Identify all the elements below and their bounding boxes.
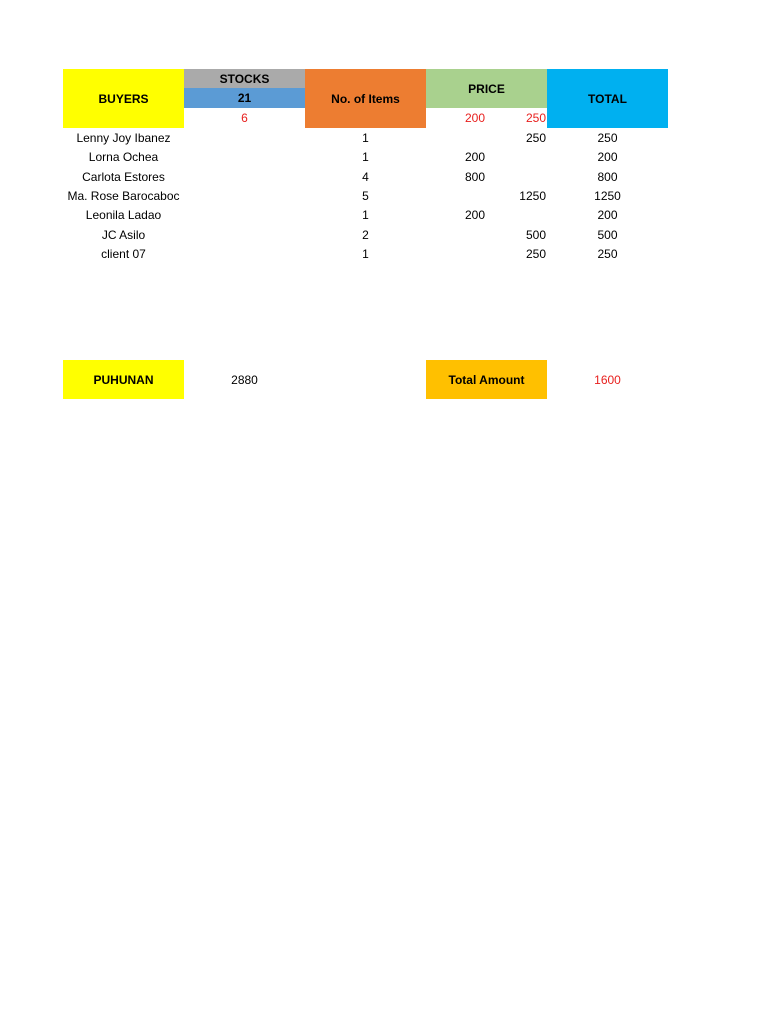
row-items-cell[interactable]: 1 <box>362 150 369 164</box>
row-total-cell[interactable]: 1250 <box>594 188 621 203</box>
row-items-cell[interactable]: 2 <box>362 227 369 242</box>
row-buyer-cell[interactable]: client 07 <box>101 247 146 261</box>
row-price-250-cell[interactable]: 500 <box>525 227 546 242</box>
stocks-header[interactable]: STOCKS <box>184 69 305 88</box>
row-price-200-cell[interactable]: 800 <box>464 169 486 184</box>
row-buyer-cell[interactable]: JC Asilo <box>101 227 146 242</box>
buyers-header[interactable]: BUYERS <box>63 69 184 128</box>
total-amount-value-cell[interactable]: 1600 <box>594 372 621 387</box>
price-option-250-cell[interactable]: 250 <box>525 111 546 125</box>
row-items-cell[interactable]: 1 <box>362 208 369 222</box>
row-price-250-cell[interactable] <box>486 147 547 167</box>
total-header[interactable]: TOTAL <box>547 69 668 128</box>
price-option-200-cell[interactable]: 200 <box>464 111 486 125</box>
row-items-cell[interactable]: 1 <box>362 247 369 261</box>
stocks-remaining-cell[interactable]: 6 <box>241 111 248 125</box>
row-buyer-cell[interactable]: Carlota Estores <box>82 169 165 184</box>
row-total-cell[interactable]: 200 <box>597 208 618 222</box>
row-total-cell[interactable]: 250 <box>597 247 618 261</box>
row-price-250-cell[interactable]: 250 <box>525 130 546 145</box>
row-items-cell[interactable]: 5 <box>362 188 369 203</box>
row-items-cell[interactable]: 1 <box>362 130 369 145</box>
row-buyer-cell[interactable]: Lorna Ochea <box>88 150 159 164</box>
items-header[interactable]: No. of Items <box>305 69 426 128</box>
row-total-cell[interactable]: 500 <box>597 227 618 242</box>
row-price-250-cell[interactable] <box>486 167 547 186</box>
row-price-200-cell[interactable]: 200 <box>464 208 486 222</box>
row-items-cell[interactable]: 4 <box>362 169 369 184</box>
total-amount-label-cell[interactable]: Total Amount <box>426 360 547 399</box>
row-total-cell[interactable]: 250 <box>597 130 618 145</box>
row-price-250-cell[interactable] <box>486 205 547 225</box>
puhunan-label-cell[interactable]: PUHUNAN <box>63 360 184 399</box>
row-price-200-cell[interactable]: 200 <box>464 150 486 164</box>
row-price-250-cell[interactable]: 250 <box>525 247 546 261</box>
row-buyer-cell[interactable]: Lenny Joy Ibanez <box>76 130 171 145</box>
row-buyer-cell[interactable]: Ma. Rose Barocaboc <box>67 188 180 203</box>
row-buyer-cell[interactable]: Leonila Ladao <box>85 208 162 222</box>
stocks-value-cell[interactable]: 21 <box>184 88 305 108</box>
row-total-cell[interactable]: 200 <box>597 150 618 164</box>
row-total-cell[interactable]: 800 <box>597 169 618 184</box>
row-price-250-cell[interactable]: 1250 <box>519 188 546 203</box>
price-header[interactable]: PRICE <box>426 69 547 108</box>
puhunan-value-cell[interactable]: 2880 <box>231 372 258 387</box>
